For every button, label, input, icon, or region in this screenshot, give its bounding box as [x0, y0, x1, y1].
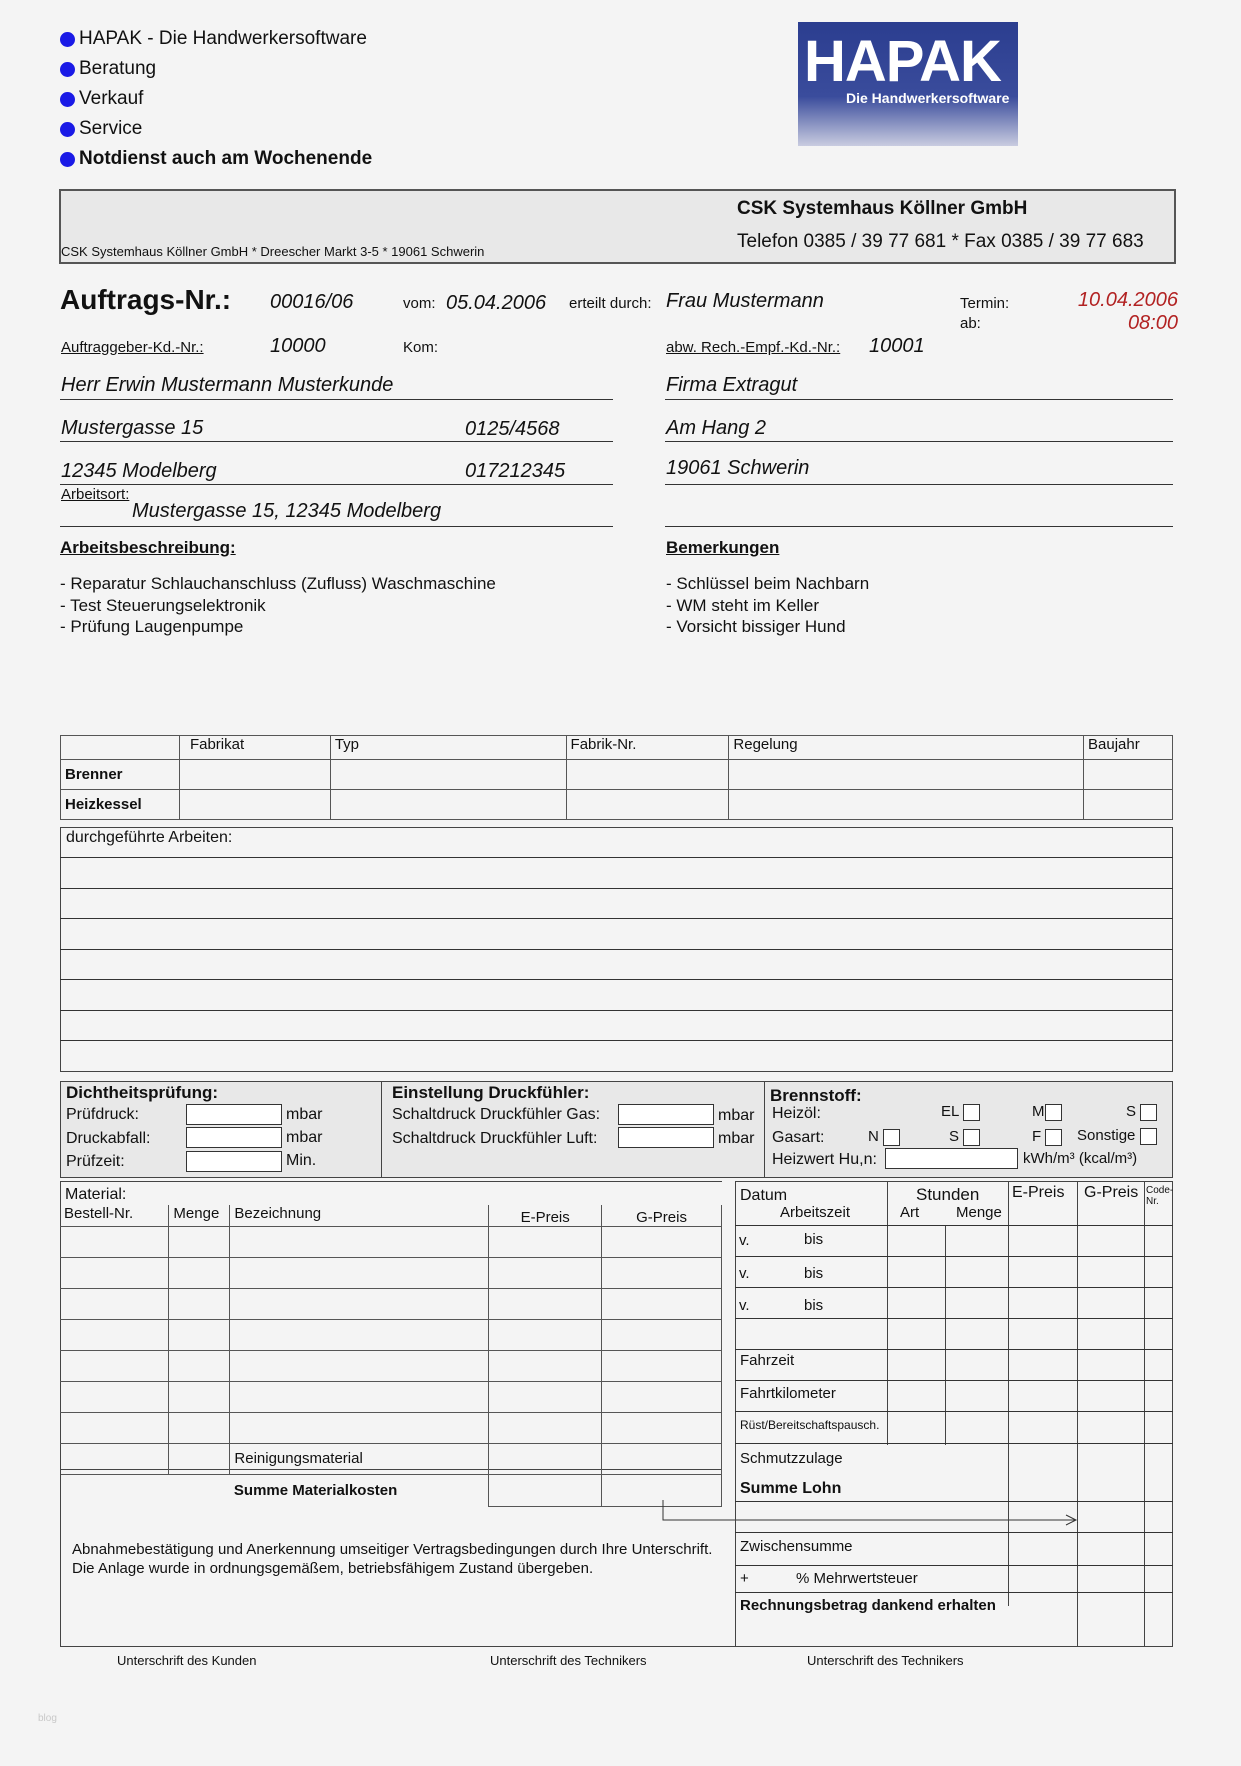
material-sum-label: Summe Materialkosten: [233, 1481, 398, 1499]
col-menge: Menge: [169, 1205, 230, 1226]
fahrzeit-label: Fahrzeit: [740, 1352, 795, 1369]
f-checkbox[interactable]: [1045, 1129, 1062, 1146]
order-by: Frau Mustermann: [666, 290, 824, 312]
el-checkbox[interactable]: [963, 1104, 980, 1121]
done-label: durchgeführte Arbeiten:: [66, 829, 233, 846]
col-e-preis: E-Preis: [489, 1205, 602, 1226]
druckabfall-input[interactable]: [186, 1127, 282, 1148]
n-checkbox[interactable]: [883, 1129, 900, 1146]
client-name: Herr Erwin Mustermann Musterkunde: [61, 374, 394, 396]
work-item: - Test Steuerungselektronik: [60, 595, 266, 615]
work-list: [60, 573, 496, 638]
client-phone1: 0125/4568: [465, 418, 560, 440]
remark-item: - WM steht im Keller: [666, 595, 820, 615]
gasart-label: Gasart:: [772, 1129, 825, 1146]
el-label: EL: [941, 1103, 959, 1120]
bullet-icon: [60, 152, 75, 167]
kd-label: Auftraggeber-Kd.-Nr.:: [61, 339, 204, 356]
unit-label: Min.: [286, 1152, 317, 1169]
m-label: M: [1032, 1103, 1045, 1120]
signature-customer: Unterschrift des Kunden: [117, 1653, 257, 1668]
billing-city: 19061 Schwerin: [666, 457, 810, 479]
sonstige-checkbox[interactable]: [1140, 1128, 1157, 1145]
pruefdruck-input[interactable]: [186, 1104, 282, 1125]
ruest-label: Rüst/Bereitschaftspausch.: [740, 1418, 880, 1432]
luft-label: Schaltdruck Druckfühler Luft:: [392, 1130, 598, 1147]
signature-technician: Unterschrift des Technikers: [807, 1653, 964, 1668]
col-typ: Typ: [330, 736, 566, 760]
remarks-label: Bemerkungen: [666, 538, 780, 557]
remark-item: - Vorsicht bissiger Hund: [666, 617, 846, 636]
v-label: v.: [739, 1297, 750, 1314]
bis-label: bis: [804, 1265, 824, 1282]
material-table: [60, 1205, 722, 1507]
dicht-title: Dichtheitsprüfung:: [66, 1083, 219, 1102]
ab-label: ab:: [960, 315, 981, 332]
equipment-table: [60, 735, 1173, 820]
bullet-item: Verkauf: [60, 84, 372, 114]
col-g-preis: G-Preis: [602, 1205, 722, 1226]
pruefzeit-input[interactable]: [186, 1151, 282, 1172]
pruefdruck-label: Prüfdruck:: [66, 1106, 139, 1123]
remark-item: - Schlüssel beim Nachbarn: [666, 574, 870, 593]
schmutz-label: Schmutzzulage: [740, 1450, 843, 1467]
code-label: Code-Nr.: [1146, 1185, 1174, 1207]
order-number: 00016/06: [270, 291, 354, 313]
kom-label: Kom:: [403, 339, 439, 356]
client-city: 12345 Modelberg: [61, 460, 217, 482]
by-label: erteilt durch:: [569, 295, 652, 312]
zwischensumme-label: Zwischensumme: [740, 1538, 853, 1555]
m-checkbox[interactable]: [1045, 1104, 1062, 1121]
bullet-list: [60, 24, 372, 174]
s-checkbox[interactable]: [1140, 1104, 1157, 1121]
stunden-label: Stunden: [916, 1185, 980, 1204]
arbeitszeit-label: Arbeitszeit: [780, 1204, 851, 1221]
luft-input[interactable]: [618, 1127, 714, 1148]
n-label: N: [868, 1128, 879, 1145]
bullet-icon: [60, 32, 75, 47]
remarks-list: [666, 573, 869, 638]
s2-label: S: [949, 1128, 960, 1145]
col-fabrik-nr: Fabrik-Nr.: [566, 736, 729, 760]
mwst-label: % Mehrwertsteuer: [796, 1570, 918, 1587]
menge-label: Menge: [956, 1204, 1002, 1221]
plus-label: +: [740, 1570, 749, 1587]
bullet-icon: [60, 62, 75, 77]
site-value: Mustergasse 15, 12345 Modelberg: [132, 500, 442, 522]
material-title: Material:: [65, 1186, 127, 1203]
work-label: Arbeitsbeschreibung:: [60, 538, 236, 557]
confirm-text: [72, 1540, 712, 1578]
cleaning-label: Reinigungsmaterial: [230, 1443, 489, 1474]
s-label: S: [1126, 1103, 1137, 1120]
bullet-item: Beratung: [60, 54, 372, 84]
art-label: Art: [900, 1204, 920, 1221]
bullet-item: Notdienst auch am Wochenende: [60, 144, 372, 174]
work-item: - Prüfung Laugenpumpe: [60, 617, 244, 636]
bis-label: bis: [804, 1297, 824, 1314]
col-regelung: Regelung: [729, 736, 1084, 760]
unit-label: mbar: [286, 1129, 323, 1146]
confirm-line: Abnahmebestätigung und Anerkennung umseitiger Vertragsbedingungen durch Ihre Unterschrift.: [72, 1541, 713, 1558]
s2-checkbox[interactable]: [963, 1129, 980, 1146]
abw-label: abw. Rech.-Empf.-Kd.-Nr.:: [666, 339, 841, 356]
work-item: - Reparatur Schlauchanschluss (Zufluss) Waschmaschine: [60, 574, 496, 593]
termin-time: 08:00: [1127, 312, 1178, 334]
total-label: Rechnungsbetrag dankend erhalten: [740, 1597, 996, 1614]
km-label: Fahrtkilometer: [740, 1385, 836, 1402]
col-bestell-nr: Bestell-Nr.: [60, 1205, 169, 1226]
f-label: F: [1032, 1128, 1042, 1145]
heizwert-unit: kWh/m³ (kcal/m³): [1023, 1150, 1138, 1167]
client-street: Mustergasse 15: [61, 417, 204, 439]
unit-label: mbar: [718, 1130, 755, 1147]
unit-label: mbar: [286, 1106, 323, 1123]
col-bezeichnung: Bezeichnung: [230, 1205, 489, 1226]
col-fabrikat: Fabrikat: [179, 736, 330, 760]
bullet-icon: [60, 122, 75, 137]
billing-name: Firma Extragut: [666, 374, 798, 396]
unit-label: mbar: [718, 1107, 755, 1124]
col-baujahr: Baujahr: [1084, 736, 1173, 760]
pruefzeit-label: Prüfzeit:: [66, 1153, 125, 1170]
company-address: CSK Systemhaus Köllner GmbH * Dreescher Markt 3-5 * 19061 Schwerin: [61, 244, 485, 259]
hapak-logo: HAPAK Die Handwerkersoftware: [798, 22, 1018, 146]
v-label: v.: [739, 1265, 750, 1282]
gas-input[interactable]: [618, 1104, 714, 1125]
gpreis-label: G-Preis: [1084, 1184, 1139, 1201]
row-heizkessel: Heizkessel: [61, 790, 180, 820]
brenn-title: Brennstoff:: [770, 1086, 862, 1105]
epreis-label: E-Preis: [1012, 1184, 1065, 1201]
abw-number: 10001: [869, 335, 925, 357]
bullet-icon: [60, 92, 75, 107]
druckabfall-label: Druckabfall:: [66, 1130, 151, 1147]
company-phone: Telefon 0385 / 39 77 681 * Fax 0385 / 39 77 683: [737, 231, 1144, 252]
order-label: Auftrags-Nr.:: [60, 284, 232, 315]
heizwert-input[interactable]: [885, 1148, 1018, 1169]
v-label: v.: [739, 1232, 750, 1249]
sonstige-label: Sonstige: [1077, 1127, 1136, 1144]
bis-label: bis: [804, 1231, 824, 1248]
labor-sum-label: Summe Lohn: [740, 1480, 842, 1497]
bullet-item: Service: [60, 114, 372, 144]
order-date: 05.04.2006: [446, 292, 547, 314]
confirm-line: Die Anlage wurde in ordnungsgemäßem, betriebsfähigem Zustand übergeben.: [72, 1560, 594, 1577]
bullet-item: HAPAK - Die Handwerkersoftware: [60, 24, 372, 54]
footer-watermark: blog: [38, 1713, 57, 1724]
site-label: Arbeitsort:: [61, 486, 130, 503]
heizwert-label: Heizwert Hu,n:: [772, 1151, 877, 1168]
billing-street: Am Hang 2: [666, 417, 767, 439]
kd-number: 10000: [270, 335, 326, 357]
datum-label: Datum: [740, 1187, 788, 1204]
termin-label: Termin:: [960, 295, 1010, 312]
druck-title: Einstellung Druckfühler:: [392, 1083, 590, 1102]
termin-date: 10.04.2006: [1077, 289, 1178, 311]
client-phone2: 017212345: [465, 460, 566, 482]
row-brenner: Brenner: [61, 760, 180, 790]
signature-technician: Unterschrift des Technikers: [490, 1653, 647, 1668]
company-name: CSK Systemhaus Köllner GmbH: [737, 198, 1028, 219]
vom-label: vom:: [403, 295, 436, 312]
heizoel-label: Heizöl:: [772, 1105, 821, 1122]
gas-label: Schaltdruck Druckfühler Gas:: [392, 1106, 601, 1123]
